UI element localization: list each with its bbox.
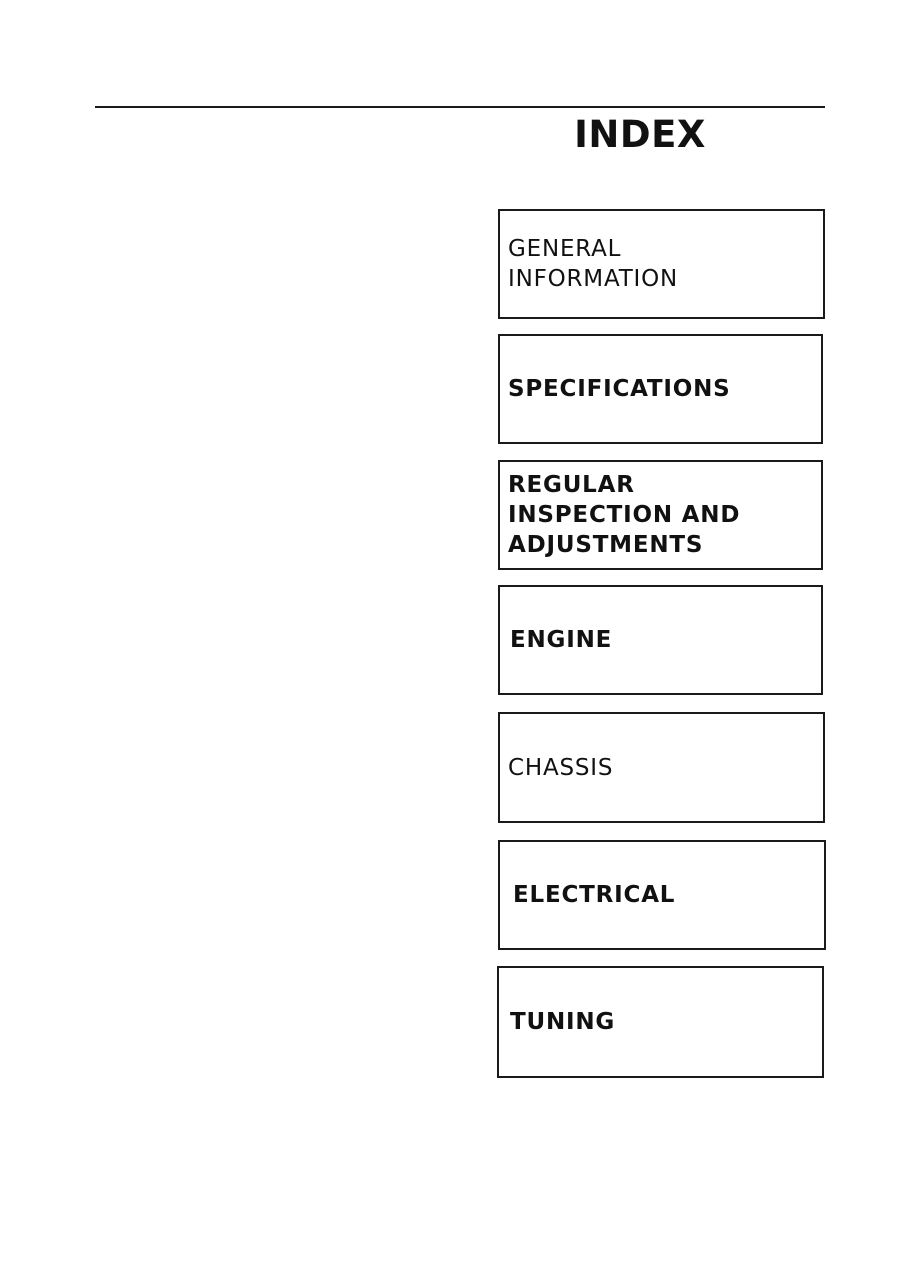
index-box-specifications[interactable] <box>498 334 823 444</box>
index-label-general-information: GENERAL INFORMATION <box>508 236 679 292</box>
index-box-regular-inspection[interactable] <box>498 460 823 570</box>
index-box-tuning[interactable] <box>497 966 824 1078</box>
page-title: INDEX <box>574 113 706 156</box>
index-label-chassis: CHASSIS <box>508 754 614 781</box>
index-box-electrical[interactable] <box>498 840 826 950</box>
index-label-tuning: TUNING <box>510 1009 616 1035</box>
index-box-chassis[interactable] <box>498 712 825 823</box>
index-label-regular-inspection: REGULAR INSPECTION AND ADJUSTMENTS <box>508 472 741 558</box>
index-label-specifications: SPECIFICATIONS <box>508 376 731 402</box>
index-box-engine[interactable] <box>498 585 823 695</box>
index-label-electrical: ELECTRICAL <box>513 882 676 908</box>
index-box-general-information[interactable] <box>498 209 825 319</box>
index-label-engine: ENGINE <box>510 627 613 653</box>
